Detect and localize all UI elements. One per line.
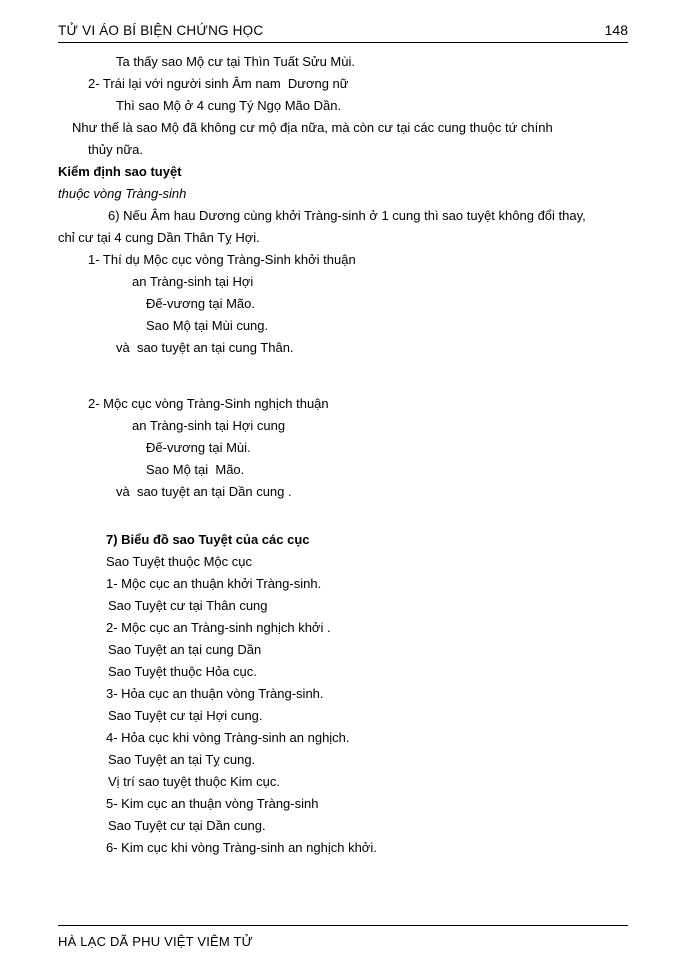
body-line: và sao tuyệt an tại Dần cung .	[116, 484, 292, 499]
body-line: Sao Mộ tại Mùi cung.	[146, 318, 269, 333]
page-content	[58, 43, 628, 854]
page-footer	[58, 925, 628, 949]
body-line: Đế-vương tại Mùi.	[146, 440, 251, 455]
footer-divider	[58, 925, 628, 926]
body-line: Thì sao Mộ ở 4 cung Tý Ngọ Mão Dần.	[116, 98, 342, 113]
body-line: Đế-vương tại Mão.	[146, 296, 255, 311]
body-line: Như thế là sao Mộ đã không cư mộ địa nữa, mà còn cư tại các cung thuộc tứ chính	[72, 120, 553, 135]
body-line: 5- Kim cục an thuận vòng Tràng-sinh	[106, 796, 319, 811]
header-title: TỬ VI ÁO BÍ BIỆN CHỨNG HỌC	[58, 23, 264, 38]
body-line: 4- Hỏa cục khi vòng Tràng-sinh an nghịch.	[106, 730, 350, 745]
body-line: Sao Tuyệt thuộc Hỏa cục.	[108, 664, 257, 679]
page-header	[58, 0, 628, 42]
header-page-number: 148	[604, 22, 628, 38]
body-line: an Tràng-sinh tại Hợi cung	[132, 418, 286, 433]
vertical-gap	[58, 363, 628, 397]
body-line: an Tràng-sinh tại Hợi	[132, 274, 254, 289]
footer-text: HÀ LẠC DÃ PHU VIỆT VIÊM TỬ	[58, 934, 253, 949]
section-heading-kiem-dinh: Kiểm định sao tuyệt	[58, 164, 182, 179]
body-line: Sao Tuyệt cư tại Hợi cung.	[108, 708, 263, 723]
body-line: 1- Thí dụ Mộc cục vòng Tràng-Sinh khởi thuận	[88, 252, 356, 267]
section-heading-bieu-do: 7) Biểu đồ sao Tuyệt của các cục	[106, 532, 310, 547]
body-line: 6) Nếu Âm hau Dương cùng khởi Tràng-sinh ở 1 cung thì sao tuyệt không đổi thay,	[108, 208, 586, 223]
body-line: 2- Trái lại với người sinh Âm nam Dương nữ	[88, 76, 349, 91]
body-line: và sao tuyệt an tại cung Thân.	[116, 340, 294, 355]
body-line: 6- Kim cục khi vòng Tràng-sinh an nghịch khởi.	[106, 840, 377, 855]
vertical-gap	[58, 507, 628, 533]
body-line: Vị trí sao tuyệt thuộc Kim cục.	[108, 774, 280, 789]
body-line: chỉ cư tại 4 cung Dần Thân Tỵ Hợi.	[58, 230, 260, 245]
body-line: Sao Tuyệt cư tại Dần cung.	[108, 818, 266, 833]
body-line: 3- Hỏa cục an thuận vòng Tràng-sinh.	[106, 686, 324, 701]
body-line: Sao Mộ tại Mão.	[146, 462, 245, 477]
body-line: thủy nữa.	[88, 142, 143, 157]
body-line: 2- Mộc cục vòng Tràng-Sinh nghịch thuận	[88, 396, 329, 411]
body-line: Sao Tuyệt an tại Tỵ cung.	[108, 752, 256, 767]
section-subheading-thuoc-vong: thuộc vòng Tràng-sinh	[58, 186, 187, 201]
body-line: 1- Mộc cục an thuận khởi Tràng-sinh.	[106, 576, 322, 591]
body-line: Ta thấy sao Mộ cư tại Thìn Tuất Sửu Mùi.	[116, 54, 355, 69]
body-line: Sao Tuyệt cư tại Thân cung	[108, 598, 268, 613]
body-line: Sao Tuyệt an tại cung Dần	[108, 642, 262, 657]
body-line: 2- Mộc cục an Tràng-sinh nghịch khởi .	[106, 620, 331, 635]
body-line: Sao Tuyệt thuộc Mộc cục	[106, 554, 252, 569]
